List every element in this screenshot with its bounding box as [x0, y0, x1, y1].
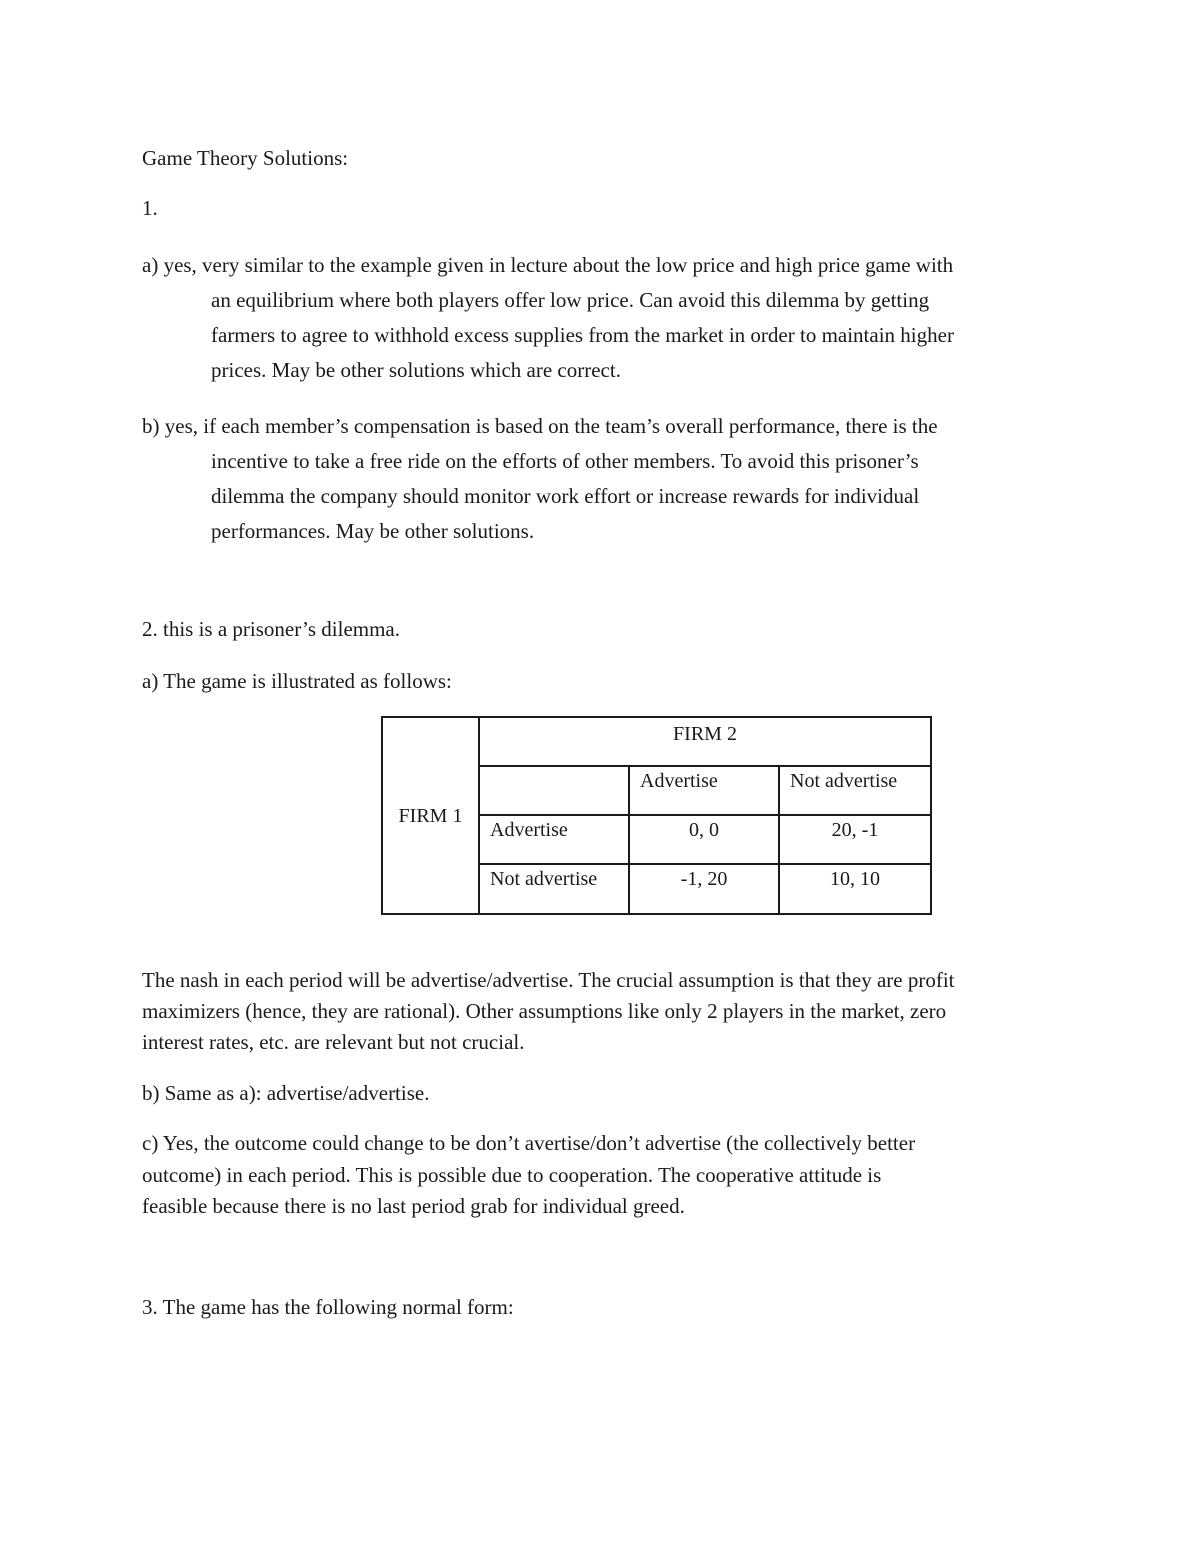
col-header-advertise: Advertise: [629, 766, 779, 815]
col-header-not-advertise: Not advertise: [779, 766, 931, 815]
q1b-line-1: b) yes, if each member’s compensation is based on the team’s overall performance, there is the: [142, 414, 938, 438]
firm2-label: FIRM 2: [673, 723, 737, 745]
q2c-line-2: outcome) in each period. This is possible due to cooperation. The cooperative attitude is: [142, 1163, 882, 1187]
q2b-text: b) Same as a): advertise/advertise.: [142, 1081, 430, 1105]
corner-cell: [479, 766, 629, 815]
q1a-line-2: an equilibrium where both players offer low price. Can avoid this dilemma by getting: [211, 288, 930, 312]
row-label-advertise: Advertise: [479, 815, 629, 864]
q1b-line-2: incentive to take a free ride on the efforts of other members. To avoid this prisoner’s: [211, 449, 919, 473]
payoff-cell: -1, 20: [629, 864, 779, 914]
q1-number: 1.: [142, 196, 158, 220]
payoff-cell: 20, -1: [779, 815, 931, 864]
q3-intro: 3. The game has the following normal form:: [142, 1295, 514, 1319]
payoff-table: [381, 716, 932, 915]
nash-line-2: maximizers (hence, they are rational). Other assumptions like only 2 players in the market, zero: [142, 999, 947, 1023]
firm1-label-cell: [382, 717, 479, 914]
q1a-line-4: prices. May be other solutions which are correct.: [211, 358, 621, 382]
q1a-line-1: a) yes, very similar to the example given in lecture about the low price and high price game with: [142, 253, 954, 277]
q1b-line-4: performances. May be other solutions.: [211, 519, 535, 543]
firm1-label: FIRM 1: [398, 804, 463, 827]
nash-line-1: The nash in each period will be advertise/advertise. The crucial assumption is that they are profit: [142, 968, 955, 992]
q2a-intro: a) The game is illustrated as follows:: [142, 669, 452, 693]
payoff-cell: 10, 10: [779, 864, 931, 914]
row-label-not-advertise: Not advertise: [479, 864, 629, 914]
q2c-line-3: feasible because there is no last period grab for individual greed.: [142, 1194, 685, 1218]
q1a-line-3: farmers to agree to withhold excess supplies from the market in order to maintain higher: [211, 323, 954, 347]
payoff-cell: 0, 0: [629, 815, 779, 864]
firm2-header-cell: [479, 717, 931, 766]
nash-line-3: interest rates, etc. are relevant but not crucial.: [142, 1030, 525, 1054]
page-title: Game Theory Solutions:: [142, 146, 349, 170]
q2-intro: 2. this is a prisoner’s dilemma.: [142, 617, 400, 641]
q2c-line-1: c) Yes, the outcome could change to be don’t avertise/don’t advertise (the collectively better: [142, 1131, 916, 1155]
q1b-line-3: dilemma the company should monitor work effort or increase rewards for individual: [211, 484, 920, 508]
